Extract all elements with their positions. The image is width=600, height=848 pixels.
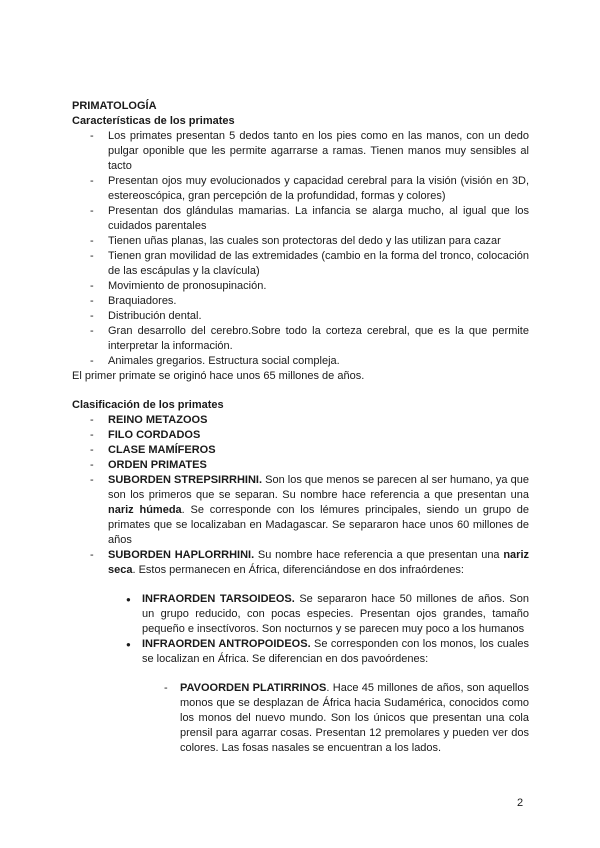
list-item — [72, 458, 529, 473]
list-item — [72, 592, 529, 637]
reino-label: REINO METAZOOS — [108, 414, 208, 426]
infraorder-list — [72, 592, 529, 667]
list-item — [72, 473, 529, 548]
haplorrhini-label: SUBORDEN HAPLORRHINI. — [108, 549, 255, 561]
strepsirrhini-label: SUBORDEN STREPSIRRHINI. — [108, 474, 263, 486]
list-item — [72, 681, 529, 756]
page-content — [72, 99, 529, 756]
list-item — [72, 548, 529, 578]
page-number: 2 — [517, 797, 524, 809]
list-item — [72, 428, 529, 443]
spacer — [72, 384, 529, 398]
haplorrhini-bold: nariz seca — [108, 549, 530, 576]
clase-label: CLASE MAMÍFEROS — [108, 444, 216, 456]
list-item: - Animales gregarios. Estructura social compleja. — [72, 354, 529, 369]
origin-paragraph: El primer primate se originó hace unos 65 millones de años. — [72, 370, 365, 382]
tarsoideos-text: Se separaron hace 50 millones de años. Son un grupo reducido, con pocas especies. Presentan ojos grandes, tamaño pequeño e insectívoros. Son nocturnos y se parecen muy poco a los humanos — [142, 593, 529, 635]
characteristics-list — [72, 129, 529, 369]
section-heading-classification: Clasificación de los primates — [72, 399, 224, 411]
strepsirrhini-bold: nariz húmeda — [108, 504, 182, 516]
list-item: - Distribución dental. — [72, 309, 529, 324]
list-item — [72, 413, 529, 428]
list-item — [72, 637, 529, 667]
pavoorder-list — [72, 681, 529, 756]
document-title: PRIMATOLOGÍA — [72, 100, 157, 112]
list-item: - Los primates presentan 5 dedos tanto en los pies como en las manos, con un dedo pulgar oponible que les permite agarrarse a ramas. Tienen manos muy sensibles al tacto — [72, 129, 529, 174]
list-item: - Presentan dos glándulas mamarias. La infancia se alarga mucho, al igual que los cuidados parentales — [72, 204, 529, 234]
list-item: - Movimiento de pronosupinación. — [72, 279, 529, 294]
platirrinos-text: . Hace 45 millones de años, son aquellos monos que se desplazan de África hacia Sudamérica, conocidos como los monos del nuevo mundo. Son los únicos que presentan una cola prensil para agarrar cosas. Presentan 12 premolares y pueden ver dos colores. Las fosas nasales se encuentran a los lados. — [180, 682, 529, 754]
orden-label: ORDEN PRIMATES — [108, 459, 207, 471]
antropoideos-text: Se corresponden con los monos, los cuales se localizan en África. Se diferencian en dos pavoórdenes: — [142, 638, 530, 665]
haplorrhini-text: Su nombre hace referencia a que presentan una — [254, 549, 504, 561]
classification-list — [72, 413, 529, 578]
platirrinos-label: PAVOORDEN PLATIRRINOS — [180, 682, 327, 694]
tarsoideos-label: INFRAORDEN TARSOIDEOS. — [142, 593, 295, 605]
section-heading-characteristics: Características de los primates — [72, 115, 235, 127]
haplorrhini-text-2: . Estos permanecen en África, diferenciándose en dos infraórdenes: — [132, 564, 464, 576]
list-item: - Gran desarrollo del cerebro.Sobre todo la corteza cerebral, que es la que permite interpretar la información. — [72, 324, 529, 354]
strepsirrhini-text-2: . Se corresponde con los lémures principales, siendo un grupo de primates que se localizaban en Madagascar. Se separaron hace unos 60 millones de años — [108, 504, 530, 546]
list-item: - Tienen uñas planas, las cuales son protectoras del dedo y las utilizan para cazar — [72, 234, 529, 249]
list-item: - Presentan ojos muy evolucionados y capacidad cerebral para la visión (visión en 3D, estereoscópica, gran percepción de la profundidad, formas y colores) — [72, 174, 529, 204]
list-item — [72, 443, 529, 458]
strepsirrhini-text: Son los que menos se parecen al ser humano, ya que son los primeros que se separan. Su nombre hace referencia a que presentan una — [108, 474, 529, 501]
list-item: - Tienen gran movilidad de las extremidades (cambio en la forma del tronco, colocación de las escápulas y la clavícula) — [72, 249, 529, 279]
antropoideos-label: INFRAORDEN ANTROPOIDEOS. — [142, 638, 311, 650]
list-item: - Braquiadores. — [72, 294, 529, 309]
filo-label: FILO CORDADOS — [108, 429, 201, 441]
